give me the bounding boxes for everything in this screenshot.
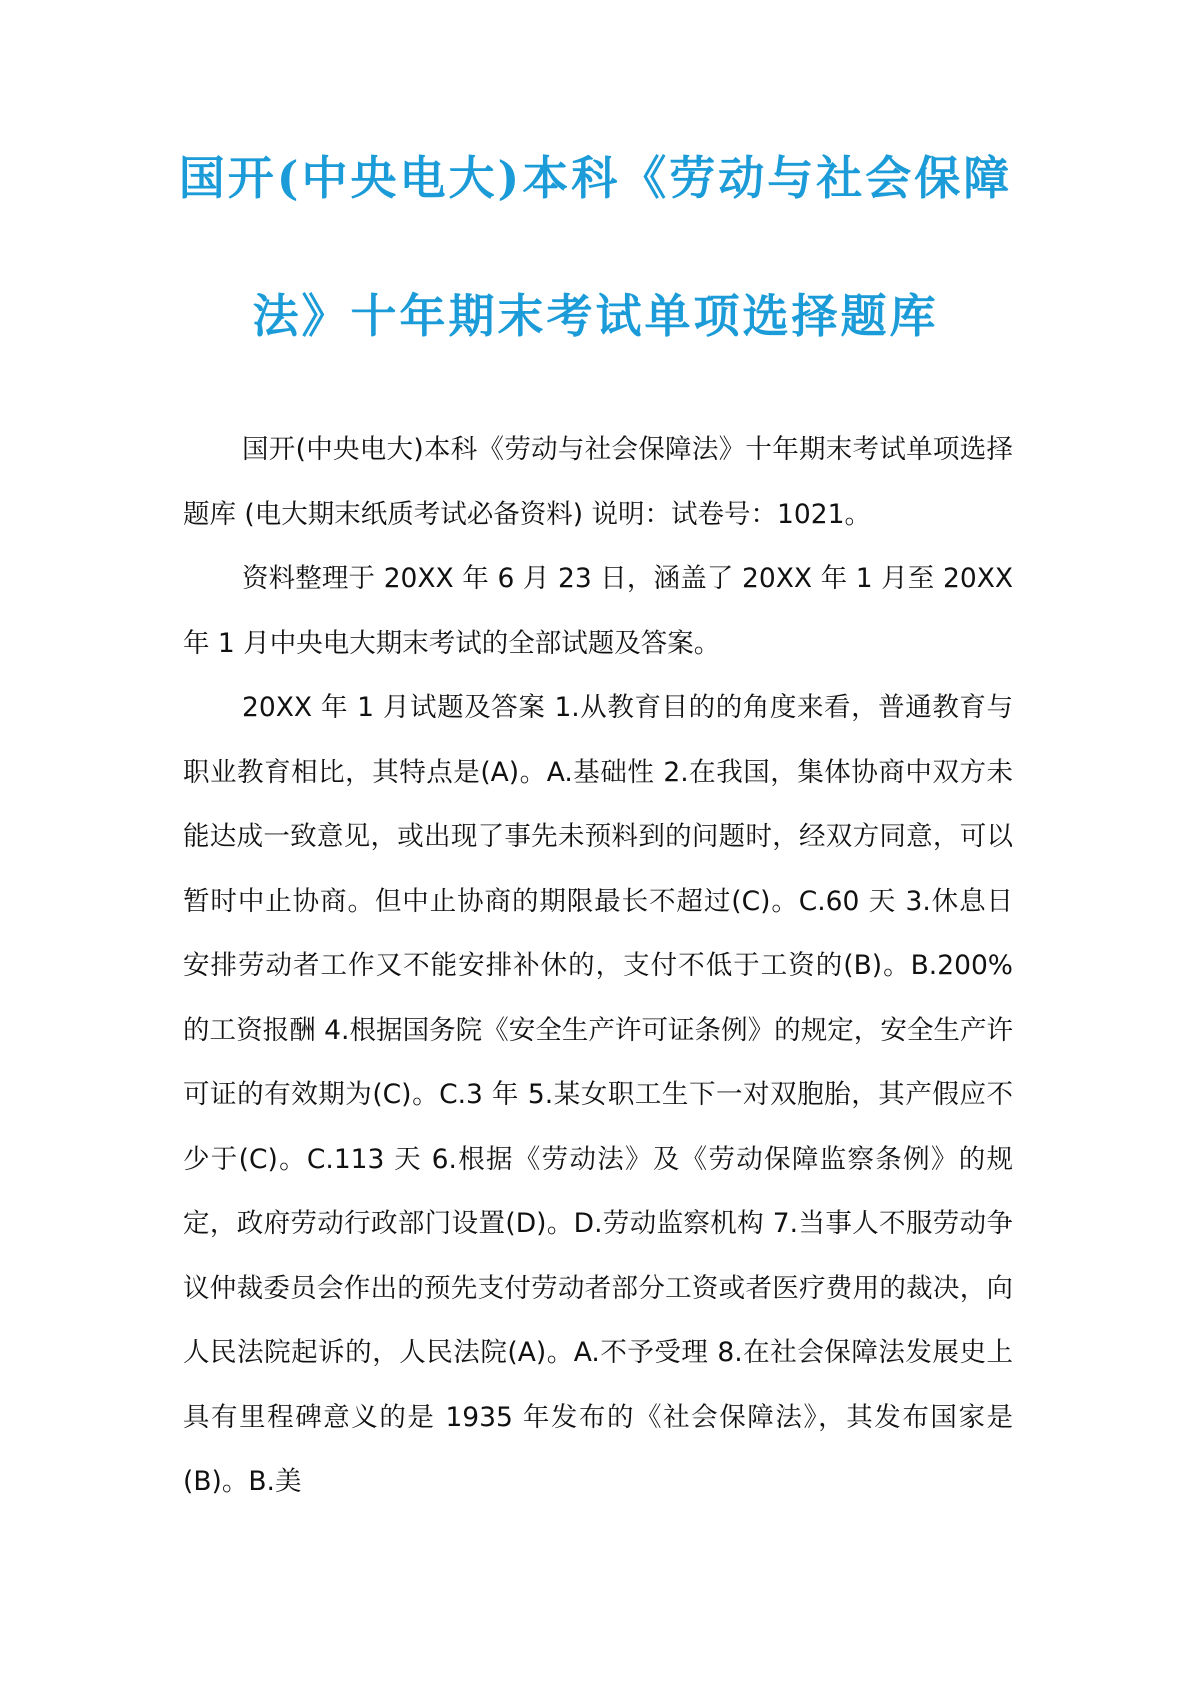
paragraph-questions: 20XX 年 1 月试题及答案 1.从教育目的的角度来看，普通教育与职业教育相比，其特点是(A)。A.基础性 2.在我国，集体协商中双方未能达成一致意见，或出现了事先未预料到的问题时，经双方同意，可以暂时中止协商。但中止协商的期限最长不超过(C)。C.60 天 3.休息日安排劳动者工作又不能安排补休的，支付不低于工资的(B)。B.200%的工资报酬 4.根据国务院《安全生产许可证条例》的规定，安全生产许可证的有效期为(C)。C.3 年 5.某女职工生下一对双胞胎，其产假应不少于(C)。C.113 天 6.根据《劳动法》及《劳动保障监察条例》的规定，政府劳动行政部门设置(D)。D.劳动监察机构 7.当事人不服劳动争议仲裁委员会作出的预先支付劳动者部分工资或者医疗费用的裁决，向人民法院起诉的，人民法院(A)。A.不予受理 8.在社会保障法发展史上具有里程碑意义的是 1935 年发布的《社会保障法》，其发布国家是(B)。B.美 bbox=[183, 692, 1013, 1497]
document-title-line-1: 国开(中央电大)本科《劳动与社会保障 bbox=[178, 151, 1013, 205]
document-title-line-2: 法》十年期末考试单项选择题库 bbox=[252, 289, 939, 343]
paragraph-coverage: 资料整理于 20XX 年 6 月 23 日，涵盖了 20XX 年 1 月至 20XX 年 1 月中央电大期末考试的全部试题及答案。 bbox=[183, 563, 1013, 659]
paragraph-intro: 国开(中央电大)本科《劳动与社会保障法》十年期末考试单项选择题库 (电大期末纸质考试必备资料) 说明：试卷号：1021。 bbox=[183, 434, 1013, 530]
document-body bbox=[183, 418, 1013, 1515]
